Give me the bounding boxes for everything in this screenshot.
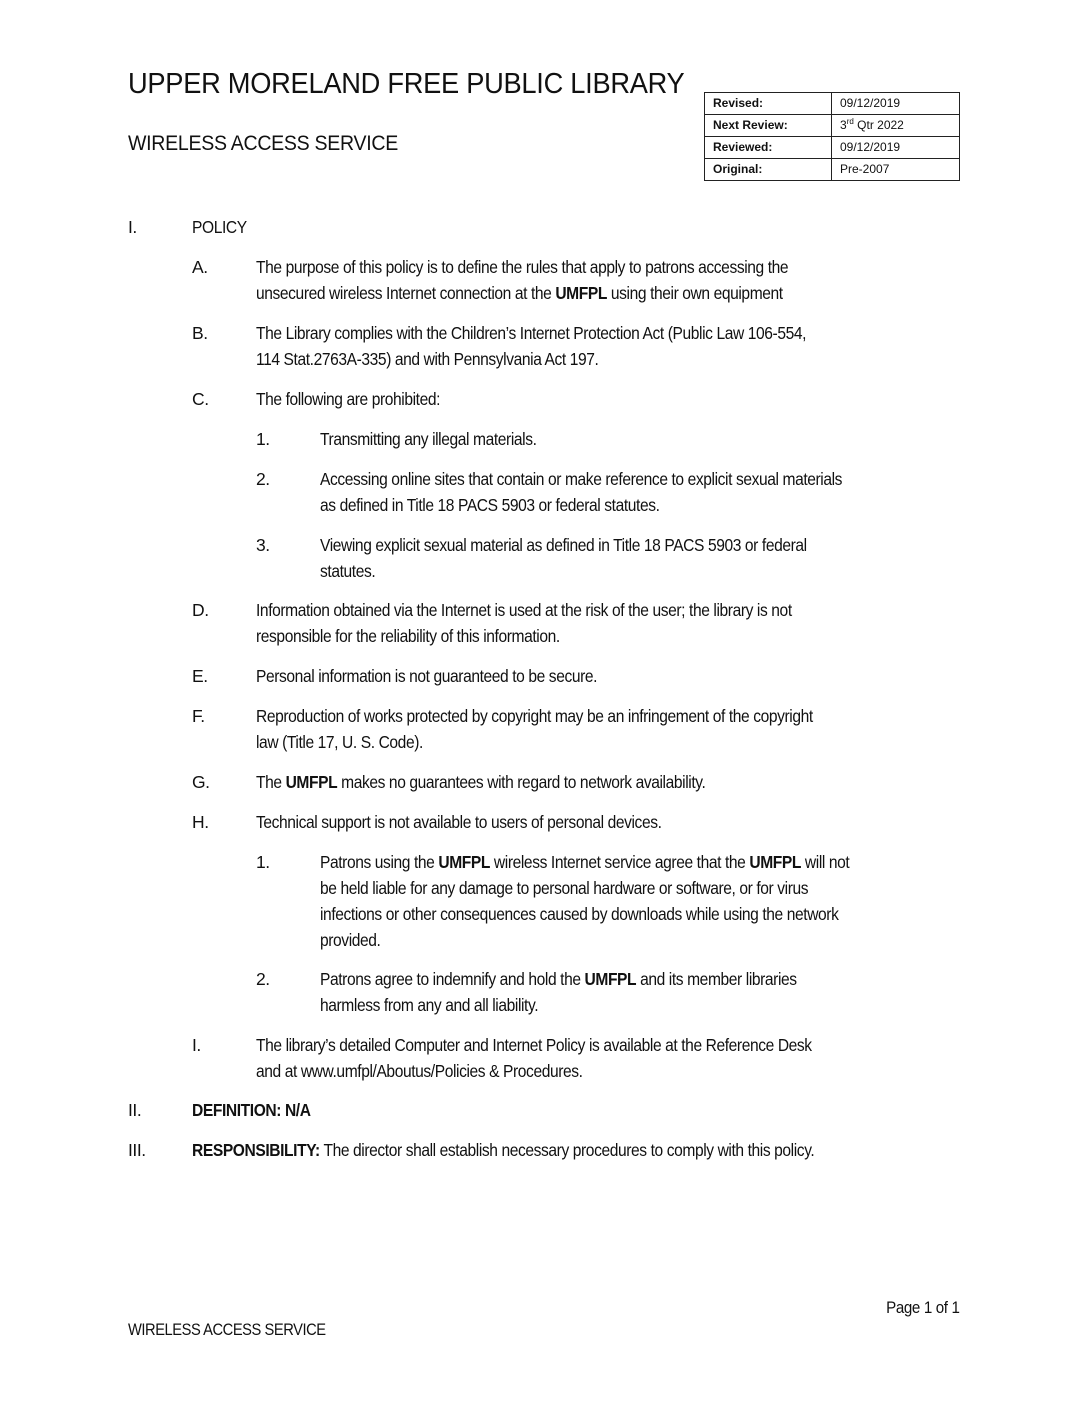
- item-marker: 2.: [256, 469, 270, 489]
- item-text: Patrons using the UMFPL wireless Internet service agree that the UMFPL will not be held liable for any damage to personal hardware or software, or for virus infections or other consequences caused by downloads while using the network provided.: [320, 852, 850, 950]
- item-text: Reproduction of works protected by copyright may be an infringement of the copyright law (Title 17, U. S. Code).: [256, 706, 813, 752]
- item-marker: C.: [192, 389, 209, 409]
- original-label: Original:: [705, 159, 832, 181]
- item-marker: H.: [192, 812, 209, 832]
- item-text: Personal information is not guaranteed to be secure.: [256, 666, 598, 686]
- revised-label: Revised:: [705, 93, 832, 115]
- page-number: Page 1 of 1: [886, 1298, 960, 1317]
- table-row: [705, 93, 960, 115]
- item-marker: G.: [192, 772, 210, 792]
- item-marker: I.: [192, 1035, 201, 1055]
- umfpl-abbrev: UMFPL: [438, 852, 490, 872]
- next-review-value-number: 3: [840, 118, 847, 132]
- section-marker: II.: [128, 1100, 142, 1120]
- table-row: [705, 115, 960, 137]
- reviewed-value: 09/12/2019: [832, 137, 960, 159]
- revised-value: 09/12/2019: [832, 93, 960, 115]
- item-text: Transmitting any illegal materials.: [320, 429, 537, 449]
- item-marker: 1.: [256, 429, 270, 449]
- item-text: The Library complies with the Children’s Internet Protection Act (Public Law 106-554, 114 Stat.2763A-335) and with Pennsylvania Act 197.: [256, 323, 807, 369]
- item-marker: A.: [192, 257, 208, 277]
- document-subtitle: WIRELESS ACCESS SERVICE: [128, 132, 398, 155]
- item-text: Information obtained via the Internet is used at the risk of the user; the library is not responsible for the reliability of this information.: [256, 600, 792, 646]
- item-text: Technical support is not available to users of personal devices.: [256, 812, 662, 832]
- umfpl-abbrev: UMFPL: [555, 283, 607, 303]
- section-heading: RESPONSIBILITY:: [192, 1140, 320, 1160]
- section-marker: I.: [128, 217, 137, 237]
- item-text: The purpose of this policy is to define the rules that apply to patrons accessing the unsecured wireless Internet connection at the UMFPL using their own equipment: [256, 257, 789, 303]
- umfpl-abbrev: UMFPL: [285, 772, 338, 792]
- item-text: Accessing online sites that contain or make reference to explicit sexual materials as defined in Title 18 PACS 5903 or federal statutes.: [320, 469, 843, 515]
- revision-table: [704, 92, 960, 181]
- item-marker: F.: [192, 706, 205, 726]
- next-review-label: Next Review:: [705, 115, 832, 137]
- item-marker: B.: [192, 323, 208, 343]
- original-value: Pre-2007: [832, 159, 960, 181]
- item-marker: E.: [192, 666, 208, 686]
- table-row: [705, 137, 960, 159]
- item-marker: 2.: [256, 969, 270, 989]
- item-text: The following are prohibited:: [256, 389, 441, 409]
- item-marker: 1.: [256, 852, 270, 872]
- umfpl-abbrev: UMFPL: [749, 852, 801, 872]
- item-marker: 3.: [256, 535, 270, 555]
- item-text: The library’s detailed Computer and Internet Policy is available at the Reference Desk and at www.umfpl/Aboutus/Policies & Procedures.: [256, 1035, 812, 1081]
- reviewed-label: Reviewed:: [705, 137, 832, 159]
- section-marker: III.: [128, 1140, 146, 1160]
- item-text: The UMFPL makes no guarantees with regard to network availability.: [256, 772, 706, 792]
- next-review-value: [832, 115, 960, 137]
- umfpl-abbrev: UMFPL: [584, 969, 637, 989]
- item-text: Viewing explicit sexual material as defined in Title 18 PACS 5903 or federal statutes.: [320, 535, 807, 581]
- document-title: UPPER MORELAND FREE PUBLIC LIBRARY: [128, 68, 685, 100]
- item-text: Patrons agree to indemnify and hold the UMFPL and its member libraries harmless from any and all liability.: [320, 969, 797, 1015]
- table-row: [705, 159, 960, 181]
- next-review-value-rest: Qtr 2022: [853, 118, 904, 132]
- section-heading: POLICY: [192, 217, 247, 237]
- section-heading: DEFINITION: N/A: [192, 1100, 311, 1120]
- next-review-value-ordinal: rd: [846, 117, 854, 126]
- footer-title: WIRELESS ACCESS SERVICE: [128, 1321, 326, 1339]
- item-marker: D.: [192, 600, 209, 620]
- section-text: RESPONSIBILITY: The director shall establish necessary procedures to comply with this policy.: [192, 1140, 815, 1160]
